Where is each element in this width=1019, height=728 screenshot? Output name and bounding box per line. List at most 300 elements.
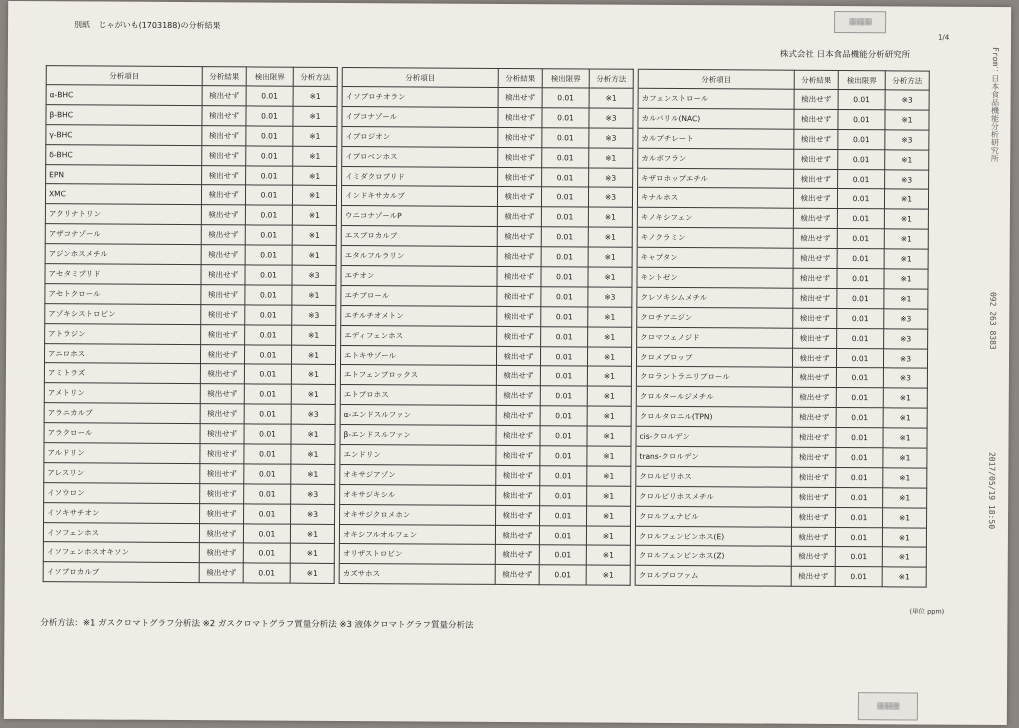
result-value: 検出せず	[202, 165, 246, 185]
result-value: 検出せず	[201, 304, 245, 324]
analysis-results-table	[43, 65, 930, 588]
result-value: 検出せず	[199, 543, 243, 563]
detection-limit: 0.01	[243, 563, 290, 583]
method-code: ※3	[292, 305, 336, 325]
company-seal-stamp: ▦▦▦	[834, 11, 886, 33]
detection-limit: 0.01	[836, 507, 883, 527]
result-value: 検出せず	[794, 109, 838, 129]
item-name: アニロホス	[44, 343, 200, 364]
method-code: ※1	[588, 267, 632, 287]
detection-limit: 0.01	[244, 364, 291, 384]
header-result: 分析結果	[498, 68, 542, 87]
fax-number: 092 263 8383	[988, 291, 998, 350]
method-code: ※1	[293, 146, 337, 166]
detection-limit: 0.01	[539, 565, 586, 585]
method-code: ※1	[884, 249, 928, 269]
detection-limit: 0.01	[244, 424, 291, 444]
detection-limit: 0.01	[838, 169, 885, 189]
header-item: 分析項目	[46, 66, 202, 86]
analysis-methods-legend: 分析方法：※1 ガスクロマトグラフ分析法 ※2 ガスクロマトグラフ質量分析法 ※3 液体クロマトグラフ質量分析法	[40, 618, 474, 631]
method-code: ※1	[587, 426, 631, 446]
item-name: アレスリン	[44, 463, 200, 484]
item-name: アクリナトリン	[45, 204, 201, 225]
result-value: 検出せず	[793, 308, 837, 328]
method-code: ※1	[293, 126, 337, 146]
result-value: 検出せず	[498, 87, 542, 107]
method-code: ※1	[884, 269, 928, 289]
detection-limit: 0.01	[245, 305, 292, 325]
result-value: 検出せず	[794, 129, 838, 149]
detection-limit: 0.01	[244, 464, 291, 484]
detection-limit: 0.01	[836, 448, 883, 468]
detection-limit: 0.01	[539, 545, 586, 565]
result-value: 検出せず	[496, 485, 540, 505]
header-limit: 検出限界	[542, 69, 589, 88]
item-name: エチオン	[341, 265, 497, 286]
detection-limit: 0.01	[541, 187, 588, 207]
detection-limit: 0.01	[540, 386, 587, 406]
item-name: クレソキシムメチル	[637, 287, 793, 308]
result-value: 検出せず	[792, 487, 836, 507]
item-name: エチプロール	[341, 285, 497, 306]
detection-limit: 0.01	[244, 504, 291, 524]
detection-limit: 0.01	[835, 547, 882, 567]
method-code: ※1	[885, 149, 929, 169]
item-name: イプロベンホス	[342, 146, 498, 167]
result-value: 検出せず	[792, 447, 836, 467]
result-value: 検出せず	[201, 185, 245, 205]
detection-limit: 0.01	[838, 129, 885, 149]
company-name: 株式会社 日本食品機能分析研究所	[779, 49, 911, 61]
page-number: 1/4	[937, 33, 950, 42]
detection-limit: 0.01	[837, 229, 884, 249]
detection-limit: 0.01	[542, 88, 589, 108]
item-name: キナルホス	[637, 188, 793, 209]
item-name: エトプロホス	[340, 385, 496, 406]
method-code: ※1	[292, 186, 336, 206]
item-name: アメトリン	[44, 383, 200, 404]
result-value: 検出せず	[201, 324, 245, 344]
detection-limit: 0.01	[836, 467, 883, 487]
item-name: クロルタロニル(TPN)	[636, 407, 792, 428]
item-name: クロチアニジン	[637, 307, 793, 328]
detection-limit: 0.01	[541, 326, 588, 346]
result-value: 検出せず	[497, 247, 541, 267]
item-name: アゾキシストロビン	[45, 303, 201, 324]
detection-limit: 0.01	[836, 388, 883, 408]
item-name: エンドリン	[340, 445, 496, 466]
detection-limit: 0.01	[541, 247, 588, 267]
result-value: 検出せず	[202, 125, 246, 145]
item-name: クロメプロップ	[636, 347, 792, 368]
header-result: 分析結果	[202, 67, 246, 86]
result-value: 検出せず	[793, 288, 837, 308]
result-value: 検出せず	[496, 366, 540, 386]
method-code: ※1	[292, 245, 336, 265]
method-code: ※1	[291, 424, 335, 444]
method-code: ※1	[588, 247, 632, 267]
method-code: ※1	[884, 289, 928, 309]
method-code: ※1	[884, 189, 928, 209]
item-name: オキサジアゾン	[340, 464, 496, 485]
item-name: クロルタールジメチル	[636, 387, 792, 408]
detection-limit: 0.01	[244, 404, 291, 424]
item-name: クロルフェナピル	[636, 506, 792, 527]
detection-limit: 0.01	[243, 543, 290, 563]
detection-limit: 0.01	[244, 484, 291, 504]
result-value: 検出せず	[497, 187, 541, 207]
detection-limit: 0.01	[541, 207, 588, 227]
method-code: ※1	[292, 325, 336, 345]
item-name: キャプタン	[637, 247, 793, 268]
result-value: 検出せず	[497, 326, 541, 346]
method-code: ※1	[883, 388, 927, 408]
result-value: 検出せず	[200, 483, 244, 503]
method-code: ※1	[291, 385, 335, 405]
method-code: ※1	[589, 148, 633, 168]
result-value: 検出せず	[792, 427, 836, 447]
result-value: 検出せず	[793, 328, 837, 348]
item-name: カルプチレート	[638, 128, 794, 149]
item-name: アラクロール	[44, 423, 200, 444]
item-name: キノクラミン	[637, 228, 793, 249]
result-value: 検出せず	[497, 286, 541, 306]
item-name: イソプロカルブ	[43, 562, 199, 583]
item-name: ウニコナゾールP	[341, 206, 497, 227]
detection-limit: 0.01	[245, 185, 292, 205]
item-name: イソウロン	[44, 482, 200, 503]
method-code: ※3	[883, 348, 927, 368]
item-name: アセトクロール	[45, 284, 201, 305]
method-code: ※1	[293, 166, 337, 186]
item-name: γ-BHC	[46, 124, 202, 145]
method-code: ※1	[587, 406, 631, 426]
result-value: 検出せず	[791, 567, 835, 587]
detection-limit: 0.01	[245, 225, 292, 245]
result-value: 検出せず	[199, 523, 243, 543]
method-code: ※3	[884, 328, 928, 348]
item-name: クロルプロファム	[635, 566, 791, 587]
method-code: ※1	[882, 567, 926, 587]
detection-limit: 0.01	[243, 523, 290, 543]
detection-limit: 0.01	[246, 146, 293, 166]
method-code: ※1	[885, 110, 929, 130]
detection-limit: 0.01	[838, 109, 885, 129]
method-code: ※1	[586, 565, 630, 585]
result-value: 検出せず	[200, 424, 244, 444]
result-value: 検出せず	[794, 169, 838, 189]
result-value: 検出せず	[792, 368, 836, 388]
result-value: 検出せず	[200, 503, 244, 523]
detection-limit: 0.01	[542, 108, 589, 128]
method-code: ※1	[292, 206, 336, 226]
method-code: ※3	[884, 309, 928, 329]
method-code: ※1	[882, 547, 926, 567]
method-code: ※3	[292, 265, 336, 285]
document-sheet	[4, 1, 1011, 725]
result-value: 検出せず	[498, 107, 542, 127]
detection-limit: 0.01	[540, 426, 587, 446]
item-name: カルボフラン	[638, 148, 794, 169]
item-name: アミトラズ	[44, 363, 200, 384]
detection-limit: 0.01	[542, 167, 589, 187]
detection-limit: 0.01	[540, 346, 587, 366]
item-name: キノキシフェン	[637, 208, 793, 229]
item-name: イプコナゾール	[342, 106, 498, 127]
item-name: インドキサカルブ	[341, 186, 497, 207]
detection-limit: 0.01	[838, 149, 885, 169]
item-name: アセタミプリド	[45, 264, 201, 285]
detection-limit: 0.01	[245, 205, 292, 225]
result-value: 検出せず	[495, 525, 539, 545]
item-name: オキサジクロメホン	[340, 504, 496, 525]
item-name: クロマフェノジド	[637, 327, 793, 348]
document-title: じゃがいも(1703188)の分析結果	[98, 20, 221, 31]
item-name: カズサホス	[339, 564, 495, 585]
header-item: 分析項目	[342, 67, 498, 87]
detection-limit: 0.01	[836, 368, 883, 388]
result-value: 検出せず	[496, 465, 540, 485]
result-value: 検出せず	[792, 388, 836, 408]
item-name: クロラントラニリプロール	[636, 367, 792, 388]
header-item: 分析項目	[638, 69, 794, 89]
detection-limit: 0.01	[246, 86, 293, 106]
result-value: 検出せず	[497, 207, 541, 227]
item-name: cis-クロルデン	[636, 426, 792, 447]
detection-limit: 0.01	[838, 90, 885, 110]
result-value: 検出せず	[793, 268, 837, 288]
method-code: ※1	[883, 448, 927, 468]
detection-limit: 0.01	[541, 267, 588, 287]
company-seal-stamp: ▦▦▦	[858, 692, 918, 720]
result-value: 検出せず	[498, 167, 542, 187]
item-name: アルドリン	[44, 443, 200, 464]
result-value: 検出せず	[793, 228, 837, 248]
item-name: α-エンドスルファン	[340, 405, 496, 426]
result-value: 検出せず	[201, 205, 245, 225]
method-code: ※1	[588, 207, 632, 227]
header-method: 分析方法	[885, 71, 929, 90]
method-code: ※1	[882, 527, 926, 547]
item-name: EPN	[46, 164, 202, 185]
detection-limit: 0.01	[837, 249, 884, 269]
result-value: 検出せず	[498, 127, 542, 147]
result-value: 検出せず	[200, 464, 244, 484]
item-name: δ-BHC	[46, 144, 202, 165]
detection-limit: 0.01	[541, 306, 588, 326]
result-value: 検出せず	[794, 89, 838, 109]
detection-limit: 0.01	[540, 366, 587, 386]
detection-limit: 0.01	[542, 127, 589, 147]
item-name: エディフェンホス	[341, 325, 497, 346]
item-name: イプロジオン	[342, 126, 498, 147]
method-code: ※1	[883, 488, 927, 508]
method-code: ※1	[884, 209, 928, 229]
method-code: ※1	[884, 229, 928, 249]
detection-limit: 0.01	[246, 126, 293, 146]
result-value: 検出せず	[793, 248, 837, 268]
result-value: 検出せず	[793, 189, 837, 209]
detection-limit: 0.01	[245, 245, 292, 265]
result-value: 検出せず	[496, 406, 540, 426]
result-value: 検出せず	[495, 565, 539, 585]
method-code: ※3	[291, 504, 335, 524]
item-name: β-BHC	[46, 105, 202, 126]
method-code: ※1	[587, 386, 631, 406]
detection-limit: 0.01	[246, 106, 293, 126]
method-code: ※1	[589, 88, 633, 108]
result-value: 検出せず	[202, 86, 246, 106]
detection-limit: 0.01	[244, 444, 291, 464]
header-method: 分析方法	[293, 67, 337, 86]
item-name: α-BHC	[46, 85, 202, 106]
method-code: ※1	[587, 446, 631, 466]
method-code: ※1	[587, 366, 631, 386]
detection-limit: 0.01	[246, 165, 293, 185]
method-code: ※1	[588, 327, 632, 347]
result-value: 検出せず	[201, 245, 245, 265]
result-value: 検出せず	[496, 505, 540, 525]
header-method: 分析方法	[589, 69, 633, 88]
method-code: ※3	[885, 90, 929, 110]
method-code: ※1	[291, 464, 335, 484]
item-name: エチルチオメトン	[341, 305, 497, 326]
item-name: オキサジキシル	[340, 484, 496, 505]
method-code: ※1	[587, 347, 631, 367]
result-value: 検出せず	[200, 344, 244, 364]
method-code: ※3	[589, 108, 633, 128]
item-name: アザコナゾール	[45, 224, 201, 245]
result-value: 検出せず	[495, 545, 539, 565]
fax-sender: From：日本食品機能分析研究所	[990, 46, 1000, 163]
method-code: ※3	[588, 287, 632, 307]
method-code: ※1	[588, 307, 632, 327]
detection-limit: 0.01	[244, 344, 291, 364]
header-result: 分析結果	[794, 70, 838, 89]
method-code: ※1	[587, 466, 631, 486]
method-code: ※1	[587, 506, 631, 526]
result-value: 検出せず	[201, 285, 245, 305]
item-name: イソプロチオラン	[342, 86, 498, 107]
result-value: 検出せず	[496, 386, 540, 406]
document-header	[74, 19, 226, 31]
result-value: 検出せず	[792, 507, 836, 527]
detection-limit: 0.01	[244, 384, 291, 404]
detection-limit: 0.01	[837, 308, 884, 328]
result-value: 検出せず	[794, 149, 838, 169]
result-value: 検出せず	[497, 266, 541, 286]
result-value: 検出せず	[200, 384, 244, 404]
item-name: イミダクロプリド	[342, 166, 498, 187]
method-code: ※3	[589, 128, 633, 148]
detection-limit: 0.01	[541, 227, 588, 247]
item-name: エスプロカルブ	[341, 226, 497, 247]
method-code: ※1	[292, 285, 336, 305]
result-value: 検出せず	[202, 106, 246, 126]
method-code: ※1	[290, 544, 334, 564]
item-name: イソフェンホスオキソン	[43, 542, 199, 563]
result-value: 検出せず	[200, 444, 244, 464]
result-value: 検出せず	[793, 209, 837, 229]
item-name: アジンホスメチル	[45, 244, 201, 265]
method-code: ※1	[291, 365, 335, 385]
result-value: 検出せず	[498, 147, 542, 167]
item-name: エトキサゾール	[340, 345, 496, 366]
detection-limit: 0.01	[835, 567, 882, 587]
method-code: ※1	[883, 428, 927, 448]
item-name: β-エンドスルファン	[340, 425, 496, 446]
item-name: エトフェンプロックス	[340, 365, 496, 386]
item-name: イソキサチオン	[44, 502, 200, 523]
attachment-label: 別紙	[74, 20, 91, 30]
fax-datetime: 2017/05/19 18:50	[986, 451, 997, 530]
detection-limit: 0.01	[540, 505, 587, 525]
method-code: ※1	[883, 468, 927, 488]
method-code: ※3	[291, 404, 335, 424]
header-limit: 検出限界	[838, 71, 885, 90]
detection-limit: 0.01	[836, 408, 883, 428]
result-value: 検出せず	[496, 426, 540, 446]
item-name: trans-クロルデン	[636, 446, 792, 467]
method-code: ※1	[291, 444, 335, 464]
item-name: キントゼン	[637, 267, 793, 288]
result-value: 検出せず	[201, 225, 245, 245]
header-limit: 検出限界	[246, 67, 293, 86]
result-value: 検出せず	[792, 467, 836, 487]
method-code: ※1	[290, 524, 334, 544]
detection-limit: 0.01	[836, 487, 883, 507]
detection-limit: 0.01	[835, 527, 882, 547]
item-name: クロルピリホスメチル	[636, 486, 792, 507]
method-code: ※3	[589, 168, 633, 188]
method-code: ※3	[291, 484, 335, 504]
result-value: 検出せず	[792, 407, 836, 427]
item-name: オリザストロビン	[339, 544, 495, 565]
item-name: カフェンストロール	[638, 88, 794, 109]
method-code: ※3	[883, 368, 927, 388]
result-value: 検出せず	[201, 265, 245, 285]
detection-limit: 0.01	[836, 348, 883, 368]
detection-limit: 0.01	[540, 406, 587, 426]
item-name: カルバリル(NAC)	[638, 108, 794, 129]
result-value: 検出せず	[792, 348, 836, 368]
detection-limit: 0.01	[540, 486, 587, 506]
detection-limit: 0.01	[245, 285, 292, 305]
method-code: ※1	[293, 86, 337, 106]
method-code: ※1	[588, 227, 632, 247]
detection-limit: 0.01	[540, 466, 587, 486]
item-name: アトラジン	[45, 323, 201, 344]
result-value: 検出せず	[199, 563, 243, 583]
detection-limit: 0.01	[541, 287, 588, 307]
result-value: 検出せず	[496, 346, 540, 366]
method-code: ※1	[292, 225, 336, 245]
method-code: ※1	[883, 507, 927, 527]
item-name: クロルフェンビンホス(E)	[635, 526, 791, 547]
method-code: ※3	[885, 169, 929, 189]
result-value: 検出せず	[200, 404, 244, 424]
method-code: ※1	[586, 526, 630, 546]
detection-limit: 0.01	[540, 446, 587, 466]
item-name: アラニカルブ	[44, 403, 200, 424]
detection-limit: 0.01	[836, 428, 883, 448]
result-value: 検出せず	[791, 527, 835, 547]
unit-note: (単位 ppm)	[909, 607, 945, 616]
detection-limit: 0.01	[837, 328, 884, 348]
item-name: イソフェンホス	[43, 522, 199, 543]
result-value: 検出せず	[496, 445, 540, 465]
detection-limit: 0.01	[837, 189, 884, 209]
